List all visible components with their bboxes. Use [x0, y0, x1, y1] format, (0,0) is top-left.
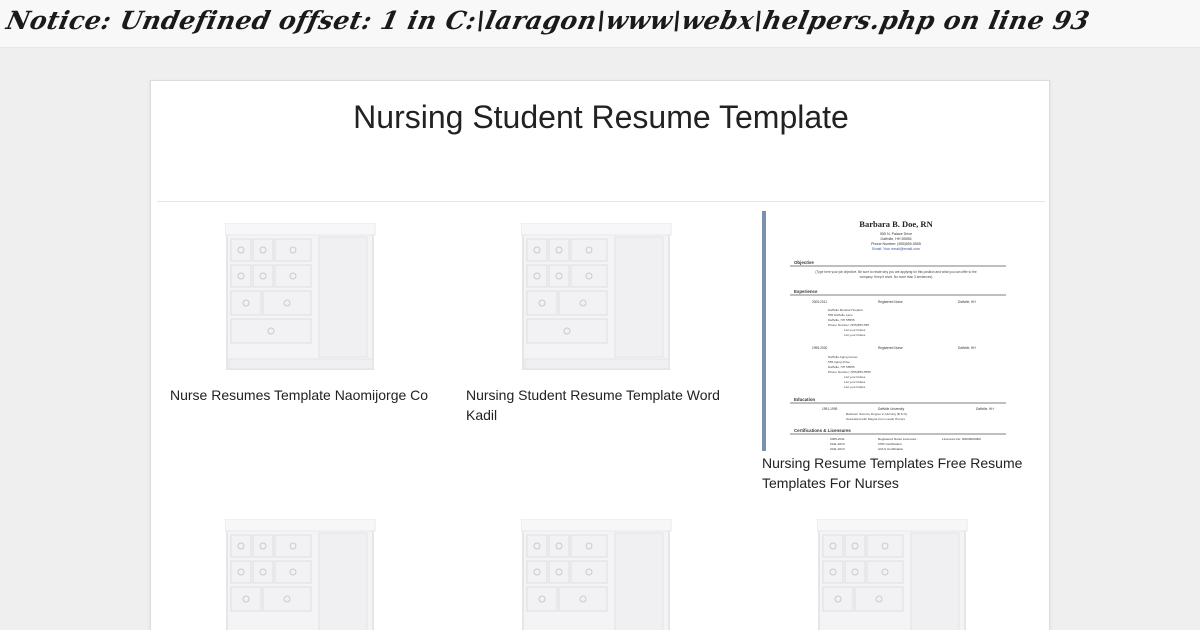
- resume-exp-bullet: List your Duties: [844, 385, 866, 389]
- dresser-placeholder-image[interactable]: [170, 223, 440, 463]
- dresser-icon: [817, 519, 977, 630]
- resume-exp-bullet: List your Duties: [844, 333, 866, 337]
- resume-exp-line: 555 Aging Drive: [828, 360, 850, 364]
- resume-exp-bullet: List your Duties: [844, 328, 866, 332]
- dresser-placeholder-image[interactable]: [762, 519, 1032, 630]
- resume-exp-bullet: List your Duties: [844, 375, 866, 379]
- resume-cert-name: Registered Nurse Licensure: [878, 437, 917, 441]
- resume-document: [762, 211, 1027, 451]
- tile-caption[interactable]: Nursing Student Resume Template Word Kadil: [466, 387, 720, 423]
- resume-exp-role: Registered Nurse: [878, 300, 903, 304]
- resume-preview-image[interactable]: [762, 211, 1032, 451]
- resume-preview-svg: [766, 211, 1027, 451]
- resume-exp-dates: 1995-2000: [812, 346, 828, 350]
- resume-objective-text: company. Keep it short. No more than 3 sentences): [859, 275, 933, 279]
- resume-cert-dates: 2011-2013: [830, 442, 845, 446]
- resume-edu-dates: 1991-1995: [822, 407, 838, 411]
- title-divider: [157, 201, 1045, 202]
- resume-cert-dates: 2011-2013: [830, 447, 845, 451]
- resume-exp-line: Daffville Aging Center: [828, 355, 858, 359]
- dresser-placeholder-image[interactable]: [170, 519, 440, 630]
- resume-name: Barbara B. Doe, RN: [859, 219, 933, 229]
- resume-exp-line: Daffville, HH 55555: [828, 365, 855, 369]
- resume-cert-dates: 2005-2011: [830, 437, 845, 441]
- dresser-icon: [521, 519, 681, 630]
- gallery-tile[interactable]: [170, 519, 440, 630]
- resume-exp-dates: 2005-2011: [812, 300, 828, 304]
- resume-exp-line: Phone Number: (555)555-555: [828, 323, 870, 327]
- resume-address-line: Daffville, HH 55555: [880, 237, 912, 241]
- php-notice-text: Notice: Undefined offset: 1 in C:\laragon\www\webx\helpers.php on line 93: [3, 6, 1093, 35]
- resume-cert-number: Licensure No: 00000000000: [942, 437, 981, 441]
- resume-address-line: Phone Number: (555)555-5555: [871, 242, 921, 246]
- resume-edu-school: Daffville University: [878, 407, 905, 411]
- resume-exp-line: 555 Daffville Lane: [828, 313, 853, 317]
- dresser-icon: [225, 519, 385, 630]
- resume-exp-line: Phone Number: (555)555-5555: [828, 370, 871, 374]
- resume-address-line: 555 N. Palace Drive: [880, 232, 912, 236]
- dresser-placeholder-image[interactable]: [466, 223, 736, 463]
- gallery-tile[interactable]: [762, 519, 1032, 630]
- resume-edu-bullet: Bachelor Science Degree in Nursing (B.S.N): [846, 412, 907, 416]
- resume-edu-place: Daffville, HH: [976, 407, 994, 411]
- gallery-tile[interactable]: [762, 211, 1032, 491]
- resume-address-line: Email: Your email@email.com: [872, 247, 920, 251]
- gallery-tile[interactable]: [466, 223, 736, 463]
- resume-exp-place: Daffville, HH: [958, 300, 976, 304]
- dresser-icon: [225, 223, 385, 375]
- resume-section-heading: Education: [794, 397, 816, 402]
- resume-exp-bullet: List your Duties: [844, 380, 866, 384]
- resume-exp-line: Daffville Medical Hospital: [828, 308, 863, 312]
- gallery-tile[interactable]: [170, 223, 440, 463]
- resume-cert-name: ACLS Certification: [878, 447, 904, 451]
- resume-objective-text: (Type here your job objective. Be sure to relate why you are applying for this position and what you can offer to the: [815, 270, 977, 274]
- resume-exp-line: Daffville, HH 55555: [828, 318, 855, 322]
- content-card: [150, 80, 1050, 630]
- resume-exp-place: Daffville, HH: [958, 346, 976, 350]
- tile-caption[interactable]: Nursing Resume Templates Free Resume Templates For Nurses: [762, 455, 1023, 491]
- php-notice-bar: [0, 0, 1200, 48]
- gallery-tile[interactable]: [466, 519, 736, 630]
- resume-exp-role: Registered Nurse: [878, 346, 903, 350]
- resume-section-heading: Objective: [794, 260, 814, 265]
- tile-caption[interactable]: Nurse Resumes Template Naomijorge Co: [170, 387, 429, 403]
- resume-section-heading: Experience: [794, 289, 818, 294]
- dresser-icon: [521, 223, 681, 375]
- resume-cert-name: CPR Certification: [878, 442, 902, 446]
- dresser-placeholder-image[interactable]: [466, 519, 736, 630]
- page-title: Nursing Student Resume Template: [353, 99, 849, 135]
- resume-section-heading: Certifications & Licensures: [794, 428, 851, 433]
- resume-edu-bullet: Graduated with Magna Cum Laude Honors: [846, 417, 905, 421]
